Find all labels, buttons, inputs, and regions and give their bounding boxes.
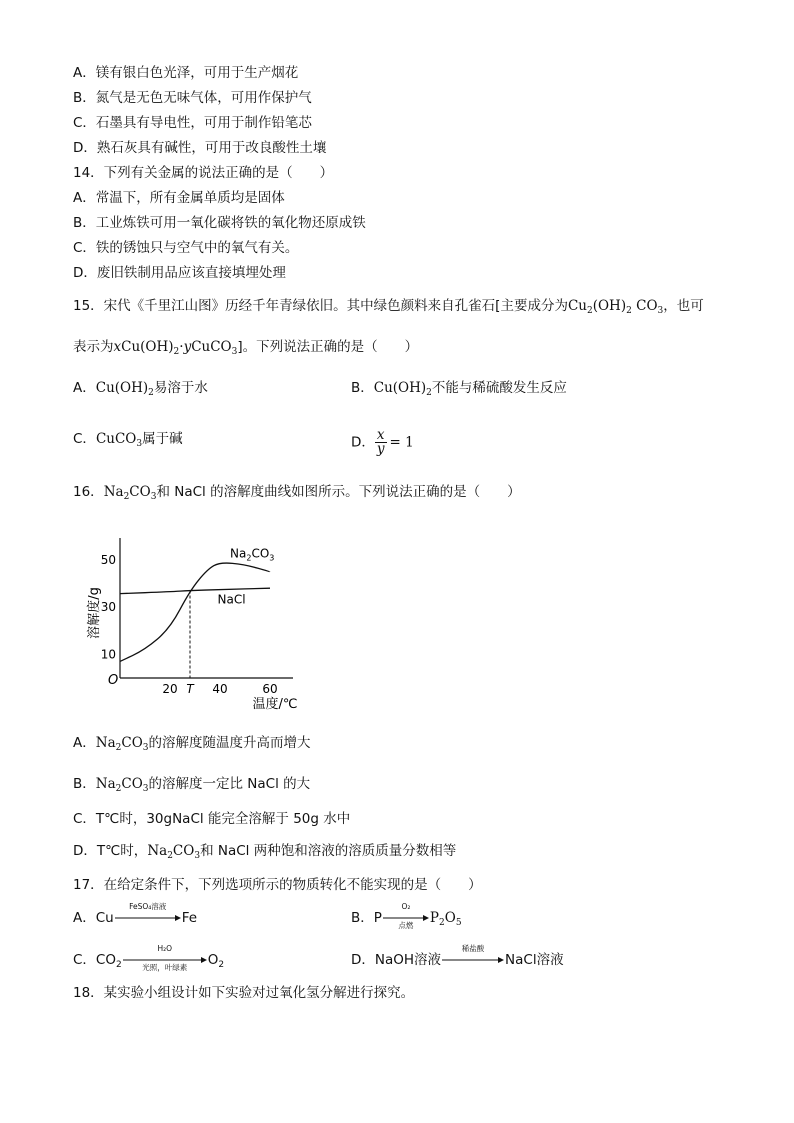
x-tick-label: T [186, 682, 194, 696]
q14-option-d: D．废旧铁制用品应该直接填埋处理 [73, 265, 286, 281]
y-tick-label: 30 [100, 600, 116, 615]
reaction-arrow-b: O₂ 点燃 [383, 908, 429, 928]
q16-option-d: D．T℃时，$Na_2CO_3$和 NaCl 两种饱和溶液的溶质质量分数相等 [73, 843, 457, 861]
reaction-arrow-a: FeSO₄溶液 [115, 908, 181, 928]
q14-option-a: A．常温下，所有金属单质均是固体 [73, 190, 285, 206]
q13-option-a: A．镁有银白色光泽，可用于生产烟花 [73, 65, 299, 81]
y-tick-label: 50 [100, 552, 116, 567]
series-label-nacl: NaCl [217, 592, 246, 607]
q17-option-a: A．Cu FeSO₄溶液 Fe [73, 902, 198, 926]
series-label-part: CO [251, 546, 270, 561]
q13-option-c: C．石墨具有导电性，可用于制作铅笔芯 [73, 115, 312, 131]
q13-option-d: D．熟石灰具有碱性，可用于改良酸性土壤 [73, 140, 327, 156]
q15-stem-line1: 15．宋代《千里江山图》历经千年青绿依旧。其中绿色颜料来自孔雀石[主要成分为$Cu_2(OH)_2$ $CO_3$，也可 [73, 298, 704, 316]
reaction-arrow-c: H₂O 光照，叶绿素 [123, 950, 207, 970]
series-label-na2co3 [230, 546, 274, 562]
series-line-nacl [120, 588, 270, 593]
y-axis-label: 溶解度/g [87, 587, 102, 639]
q14-stem: 14．下列有关金属的说法正确的是（ ） [73, 165, 334, 181]
q15-stem-line2: 表示为$xCu(OH)_2\cdot yCuCO_3$]。下列说法正确的是（ ） [73, 339, 419, 357]
reaction-arrow-d: 稀盐酸 [442, 950, 504, 970]
x-axis-label: 温度/℃ [252, 697, 298, 712]
series-label-part: 3 [269, 553, 275, 563]
series-line-na2co3 [120, 563, 270, 661]
solubility-chart [87, 530, 300, 712]
q15-option-d: D． $\frac{x}{y}$ = 1 [351, 427, 414, 457]
q15-option-b: B．$Cu(OH)_2$不能与稀硫酸发生反应 [351, 380, 567, 398]
x-tick-label: 20 [162, 682, 178, 696]
q15-option-c: C．CuCO$_3$属于碱 [73, 431, 183, 449]
q16-option-b: B．$Na_2CO_3$的溶解度一定比 NaCl 的大 [73, 776, 311, 794]
q15-option-a: A．$Cu(OH)_2$易溶于水 [73, 380, 208, 398]
q16-stem: 16．$Na_2CO_3$和 NaCl 的溶解度曲线如图所示。下列说法正确的是（ ） [73, 484, 521, 502]
q17-option-d: D．NaOH溶液 稀盐酸 NaCl溶液 [351, 944, 564, 968]
x-tick-label: 40 [212, 682, 228, 696]
q16-option-a: A．$Na_2CO_3$的溶解度随温度升高而增大 [73, 735, 311, 753]
q17-option-b: B．P O₂ 点燃 $P_2O_5$ [351, 902, 462, 930]
x-over-y-fraction: $\frac{x}{y}$ [376, 427, 385, 457]
y-tick-label: 10 [100, 647, 116, 662]
series-label-part: Na [230, 546, 247, 561]
q18-stem: 18．某实验小组设计如下实验对过氧化氢分解进行探究。 [73, 985, 415, 1001]
malachite-formula: $Cu_2(OH)_2$ $CO_3$ [567, 298, 664, 316]
q14-option-b: B．工业炼铁可用一氧化碳将铁的氧化物还原成铁 [73, 215, 366, 231]
x-tick-label: 60 [262, 682, 278, 696]
q17-stem: 17．在给定条件下，下列选项所示的物质转化不能实现的是（ ） [73, 877, 482, 893]
q14-option-c: C．铁的锈蚀只与空气中的氧气有关。 [73, 240, 299, 256]
series-label-part: 2 [246, 553, 252, 563]
origin-label: O [108, 673, 119, 688]
q17-option-c: C．$CO_2$ H₂O 光照，叶绿素 $O_2$ [73, 944, 225, 972]
q16-option-c: C．T℃时，30gNaCl 能完全溶解于 50g 水中 [73, 811, 351, 827]
q13-option-b: B．氮气是无色无味气体，可用作保护气 [73, 90, 312, 106]
